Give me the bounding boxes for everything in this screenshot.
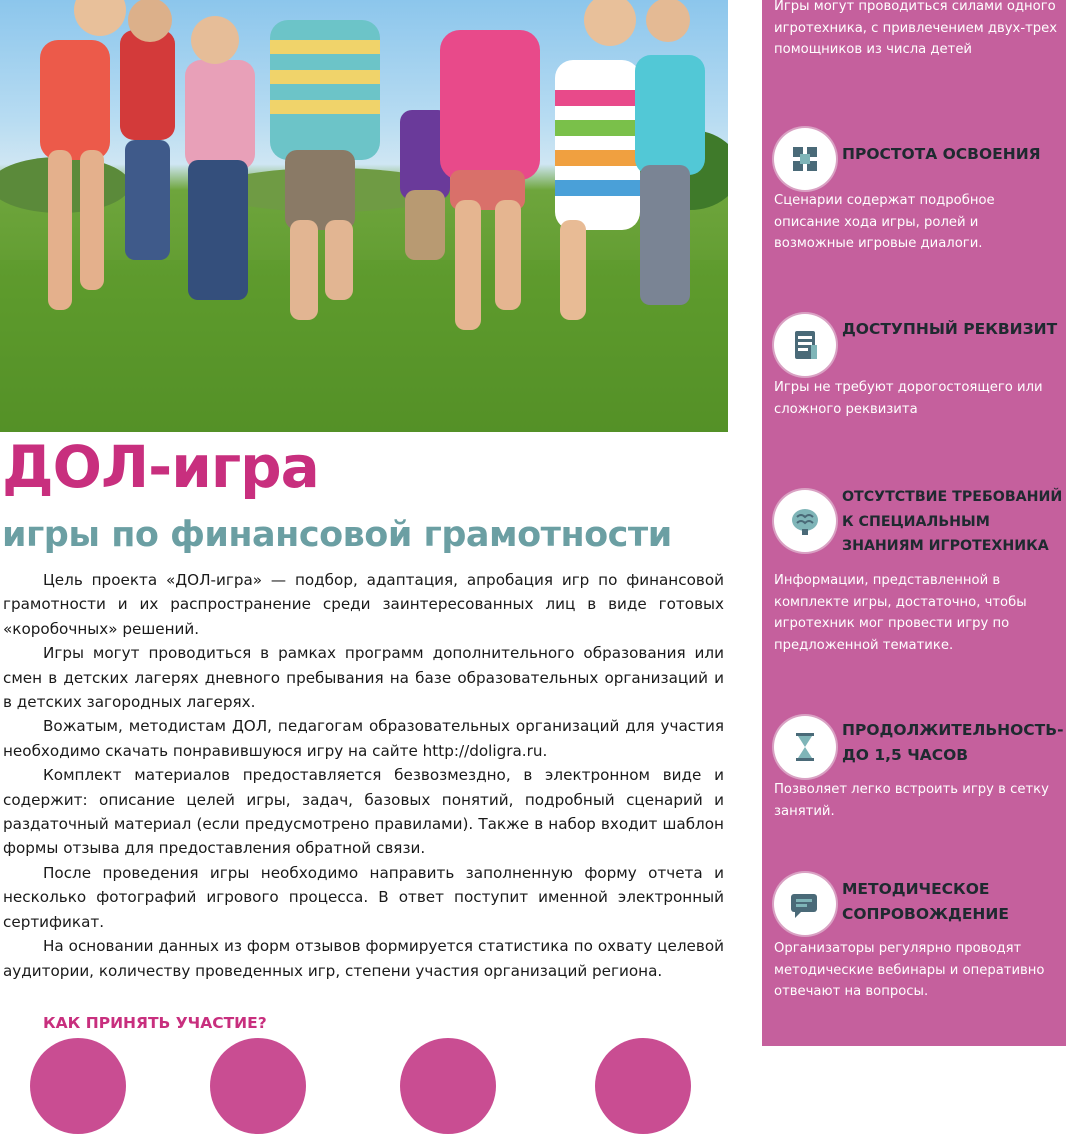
network-icon <box>774 128 836 190</box>
step-circle-2 <box>210 1038 306 1134</box>
step-circle-4 <box>595 1038 691 1134</box>
feature-text: Сценарии содержат подробное описание хода игры, ролей и возможные игровые диалоги. <box>774 193 995 251</box>
step-circle-1 <box>30 1038 126 1134</box>
paragraph: Игры могут проводиться в рамках программ дополнительного образования или смен в детских лагерях дневного пребывания на базе образовательных организаций и в детских загородных лагерях. <box>3 644 724 712</box>
hero-photo <box>0 0 728 432</box>
hourglass-icon <box>774 716 836 778</box>
page-subtitle: игры по финансовой грамотности <box>2 515 672 555</box>
paragraph: После проведения игры необходимо направить заполненную форму отчета и несколько фотографий игрового процесса. В ответ поступит именной электронный сертификат. <box>3 863 724 931</box>
feature-title: ПРОСТОТА ОСВОЕНИЯ <box>842 145 1041 163</box>
paragraph: На основании данных из форм отзывов формируется статистика по охвату целевой аудитории, количеству проведенных игр, степени участия организаций региона. <box>3 937 724 980</box>
sidebar-intro-text: Игры могут проводиться силами одного игротехника, с привлечением двух-трех помощников из числа детей <box>774 0 1058 57</box>
feature-title: ДОСТУПНЫЙ РЕКВИЗИТ <box>842 320 1058 338</box>
feature-title: МЕТОДИЧЕСКОЕ СОПРОВОЖДЕНИЕ <box>842 880 1009 923</box>
feature-text: Игры не требуют дорогостоящего или сложного реквизита <box>774 380 1043 417</box>
paragraph: Комплект материалов предоставляется безвозмездно, в электронном виде и содержит: описание целей игры, задач, базовых понятий, подробный сценарий и раздаточный материал (если предусмотрено правилами). Также в набор входит шаблон формы отзыва для предоставления обратной связи. <box>3 766 724 858</box>
paragraph: Вожатым, методистам ДОЛ, педагогам образовательных организаций для участия необходимо скачать понравившуюся игру на сайте http://doligra.ru. <box>3 717 724 760</box>
children-running-illustration <box>0 0 728 432</box>
how-to-join-heading: КАК ПРИНЯТЬ УЧАСТИЕ? <box>43 1014 267 1032</box>
brain-icon <box>774 490 836 552</box>
feature-title: ПРОДОЛЖИТЕЛЬНОСТЬ- ДО 1,5 ЧАСОВ <box>842 721 1064 764</box>
main-body-text <box>3 568 724 983</box>
feature-text: Информации, представленной в комплекте игры, достаточно, чтобы игротехник мог провести игру по предложенной тематике. <box>774 573 1027 653</box>
feature-title: ОТСУТСТВИЕ ТРЕБОВАНИЙ К СПЕЦИАЛЬНЫМ ЗНАНИЯМ ИГРОТЕХНИКА <box>842 489 1063 554</box>
page-title: ДОЛ-игра <box>2 433 319 501</box>
feature-text: Позволяет легко встроить игру в сетку занятий. <box>774 782 1049 819</box>
chat-icon <box>774 873 836 935</box>
step-circle-3 <box>400 1038 496 1134</box>
clipboard-icon <box>774 314 836 376</box>
paragraph: Цель проекта «ДОЛ-игра» — подбор, адаптация, апробация игр по финансовой грамотности и их распространение среди заинтересованных лиц в виде готовых «коробочных» решений. <box>3 571 724 638</box>
feature-text: Организаторы регулярно проводят методические вебинары и оперативно отвечают на вопросы. <box>774 941 1045 999</box>
features-sidebar <box>762 0 1066 1046</box>
